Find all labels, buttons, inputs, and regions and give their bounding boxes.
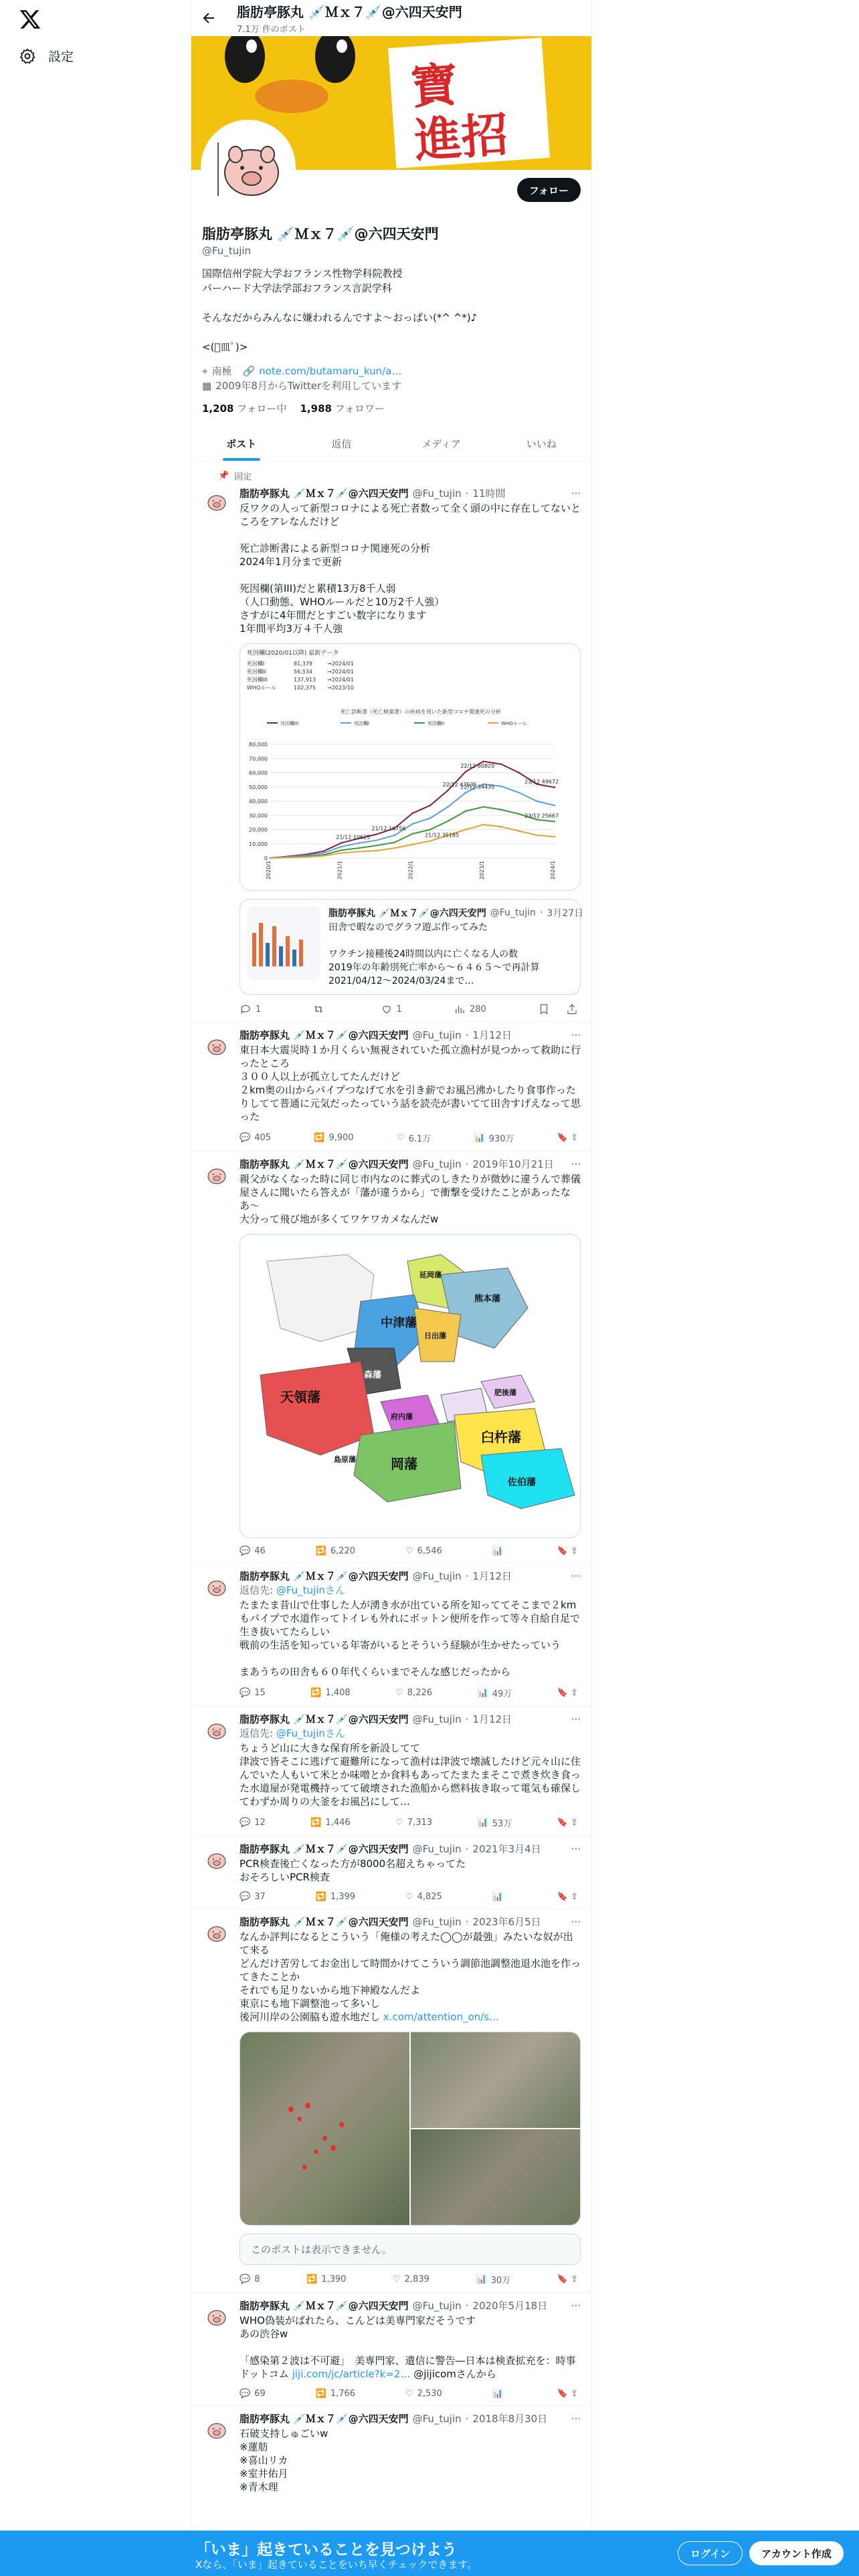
y-tick-label: 0 [264,855,268,861]
tweet-avatar[interactable] [202,1846,229,1872]
data-label: 21/12 35185 [425,832,460,839]
followers-link[interactable]: 1,988 フォロワー [300,403,385,415]
data-point [359,842,360,843]
repost-button[interactable]: 🔁 1,390 [306,2274,347,2284]
data-point [376,845,377,846]
data-point [411,844,413,845]
x-logo-icon[interactable] [19,8,41,31]
tweet-header: 脂肪亭豚丸 💉Ｍｘ７💉@六四天安門 @Fu_tujin · 1月12日 ··· [240,1029,581,1041]
data-point [518,772,520,773]
map-label: 臼杵藩 [481,1429,521,1445]
heart-icon [381,1003,393,1015]
profile-link[interactable]: note.com/butamaru_kun/a… [259,365,402,377]
views-button[interactable]: 📊 [492,1546,503,1556]
chart-table-cell: →2024/01 [327,677,354,683]
data-point [465,811,466,812]
views-button[interactable]: 📊 49万 [477,1688,512,1699]
views-button[interactable]: 280 [454,1003,486,1015]
profile-tabs [191,426,591,461]
profile-handle: @Fu_tujin [202,245,252,257]
quoted-author-name: 脂肪亭豚丸 💉Ｍｘ７💉@六四天安門 [328,908,486,919]
data-point [536,835,537,836]
x-tick-label: 2021/1 [337,860,343,880]
tweet-text: WHO偽装がばれたら、こんどは美専門家だそうです あの渋谷w 「感染第２波は不可避」 美専門家、遺信に警告―日本は検査拡充を：時事ドットコム jiji.com/jc/article?k=2… @jijicomさんから [240,2315,576,2380]
data-point [465,829,466,830]
data-point [554,786,555,788]
tweet-header: 脂肪亭豚丸 💉Ｍｘ７💉@六四天安門 @Fu_tujin · 2019年10月21日 ··· [240,1158,581,1170]
bookmark-share[interactable]: 🔖 ⇪ [557,1546,578,1556]
signup-subtitle: Xなら、「いま」起きていることをいち早くチェックできます。 [195,2559,478,2571]
tweet-actions [240,1546,581,1556]
profile-location: 南極 [211,365,232,377]
data-label: 22/12 47635 [442,781,477,788]
data-point [500,785,502,786]
chart-title: 死亡診断書（死亡検案書）の疾病を用いた新型コロナ関連死の分析 [341,709,501,715]
legend-label: WHOルール [501,721,527,726]
repost-button[interactable] [312,1003,328,1015]
reply-to-link[interactable]: @Fu_tujinさん [276,1727,345,1739]
data-point [518,830,520,831]
covid-deaths-chart [240,644,581,891]
tweet-header: 脂肪亭豚丸 💉Ｍｘ７💉@六四天安門 @Fu_tujin · 2023年6月5日 ··· [240,1915,581,1928]
tweet-text: なんか評判になるとこういう「俺様の考えた◯◯が最強」みたいな奴が出て来る どんだけ苦労してお金出して時間かけてこういう調節池調整池退水池を作ってきたことか それでも足りないから地下神殿なんだよ 東京にも地下調整池って多いし 後河川岸の公園脇も遊水地だし x.com/attention_on/s… [240,1931,581,2023]
y-tick-label: 10,000 [249,841,268,847]
data-point [500,826,502,827]
tweet-author-name[interactable]: 脂肪亭豚丸 💉Ｍｘ７💉@六四天安門 [240,2300,409,2312]
map-label: 熊本藩 [474,1294,501,1304]
tweet[interactable] [191,2293,591,2406]
reply-icon [240,1003,252,1015]
bookmark-share[interactable]: 🔖 ⇪ [557,1818,578,1828]
tweet[interactable] [191,1909,591,2293]
tweet-author-handle[interactable]: @Fu_tujin [412,1915,462,1928]
tweet-time[interactable]: 2021年3月4日 [472,1843,541,1855]
tweet[interactable] [191,482,591,1023]
chart-table-cell: 死因欄III [247,677,268,683]
chart-table-cell: →2023/10 [327,685,354,691]
data-point [394,835,395,836]
y-tick-label: 80,000 [249,742,268,748]
tweet-author-name[interactable]: 脂肪亭豚丸 💉Ｍｘ７💉@六四天安門 [240,1843,409,1855]
domain-map-image[interactable] [240,1234,581,1538]
views-button[interactable]: 📊 930万 [474,1133,514,1144]
tweet-text: ちょうど山に大きな保育所を新設してて 津波で皆そこに逃げて避難所になって漁村は津波で壊滅したけど元々山に住んでいた人もいて米とか味噌とか食料もあってたまたまそこで煮き炊き食った水道屋が発電機持ってて破壊された漁船から燃料抜き取って電気も確保してわずか周りの大釜をお風呂にして… [240,1742,581,1808]
like-button[interactable]: ♡ 4,825 [405,1892,442,1902]
more-icon[interactable]: ··· [571,1842,581,1855]
data-label: 22/12 34435 [460,784,495,790]
data-point [430,840,431,841]
pin-icon: 📌 [218,471,229,481]
tweet-avatar[interactable] [202,1161,229,1188]
chart-table-cell: 81,379 [294,661,312,667]
data-point [270,857,271,859]
satellite-photo[interactable] [411,2129,580,2225]
map-label: 佐伯藩 [508,1477,536,1488]
tweet-actions [240,2273,581,2286]
data-point [376,850,377,851]
legend-label: 死因欄II [427,721,445,726]
tweet-time[interactable]: 11時間 [472,488,506,500]
reply-button[interactable]: 💬 8 [240,2274,260,2284]
left-nav [0,0,191,2576]
chart-table-cell: 102,375 [294,685,316,691]
x-tick-label: 2023/1 [478,860,485,880]
tweet-time[interactable]: 2019年10月21日 [472,1158,554,1170]
oita-domains-map [240,1235,581,1538]
map-label: 延岡藩 [419,1271,442,1279]
tweet-link[interactable]: x.com/attention_on/s… [383,2011,500,2023]
views-button[interactable]: 📊 [492,2389,503,2399]
tweet-link[interactable]: jiji.com/jc/article?k=2… [292,2368,411,2380]
quoted-text: 田舎で暇なのでグラフ遊ぶ作ってみた ワクチン接種後24時間以内に亡くなる人の数 2019年の年齢別死亡率から～６４６５～で再計算 2021/04/12～2024/03/24まで… [328,922,540,986]
data-point [341,842,342,843]
y-tick-label: 50,000 [249,784,268,790]
data-label: 23/12 49672 [524,778,559,785]
tweet-actions [240,1892,581,1902]
tweet-actions [240,1132,581,1144]
data-point [500,809,502,811]
tweet-author-name[interactable]: 脂肪亭豚丸 💉Ｍｘ７💉@六四天安門 [240,488,409,500]
tweet-actions [240,2389,581,2399]
map-label: 岡藩 [391,1456,417,1472]
y-tick-label: 30,000 [249,813,268,819]
tweet-author-name[interactable]: 脂肪亭豚丸 💉Ｍｘ７💉@六四天安門 [240,1713,409,1725]
tweet-author-handle[interactable]: @Fu_tujin [412,1842,462,1855]
photo-grid[interactable] [240,2032,581,2226]
more-icon[interactable]: ··· [571,1713,581,1725]
tweet-author-handle[interactable]: @Fu_tujin [412,2412,462,2425]
data-point [483,806,484,807]
tweet-avatar[interactable] [202,1573,229,1600]
bookmark-share[interactable]: 🔖 ⇪ [557,2274,578,2284]
tweet[interactable] [191,1707,591,1836]
bookmark-share[interactable]: 🔖 ⇪ [557,1688,578,1698]
data-point [394,847,395,849]
tweet-author-handle[interactable]: @Fu_tujin [412,1570,462,1582]
data-point [411,833,413,835]
quoted-tweet-image [247,906,320,980]
repost-button[interactable]: 🔁 6,220 [315,1546,356,1556]
share-icon [566,1003,578,1015]
tweet-header: 脂肪亭豚丸 💉Ｍｘ７💉@六四天安門 @Fu_tujin · 1月12日 ··· [240,1570,581,1582]
profile-avatar[interactable] [201,120,296,215]
tweet-author-name[interactable]: 脂肪亭豚丸 💉Ｍｘ７💉@六四天安門 [240,1916,409,1928]
data-point [536,800,537,802]
data-point [465,771,466,772]
map-label: 島原藩 [334,1455,356,1464]
like-button[interactable]: ♡ 6.1万 [396,1133,432,1144]
data-point [359,847,360,849]
data-point [554,804,555,806]
bookmark-share[interactable] [538,1003,578,1015]
data-point [411,813,413,814]
pinned-label: 固定 [234,472,252,482]
data-point [411,823,413,825]
reply-button[interactable]: 1 [240,1003,261,1015]
profile-joined: 2009年8月からTwitterを利用しています [215,380,402,392]
repost-icon [312,1003,324,1015]
tweet-time[interactable]: 2023年6月5日 [472,1916,541,1928]
tweet-time[interactable]: 2020年5月18日 [472,2300,548,2312]
tweet-author-handle[interactable]: @Fu_tujin [412,1713,462,1725]
data-point [554,836,555,837]
data-point [483,824,484,825]
x-tick-label: 2024/1 [550,860,556,880]
reply-button[interactable]: 💬 46 [240,1546,266,1556]
signup-banner [0,2531,859,2576]
views-icon [454,1003,466,1015]
tweet-actions [240,1687,581,1699]
reply-button[interactable]: 💬 12 [240,1818,266,1828]
data-point [430,804,431,806]
follow-counts [202,401,581,415]
tweet-time[interactable]: 1月12日 [472,1570,512,1582]
chart-table-cell: WHOルール [247,685,277,691]
tweet-text: 反ワクの人って新型コロナによる死亡者数って全く頭の中に存在してないところをアレなんだけど 死亡診断書による新型コロナ関連死の分析 2024年1月分まで更新 死因欄(第III)だと累積13万8千人弱 （人口動態、WHOルールだと10万2千人強） さすがに4年間だとすごい数字になります 1年間平均3万４千人強 [240,502,581,635]
map-label: 中津藩 [381,1316,417,1330]
tab-likes[interactable]: いいね [526,437,557,450]
like-button[interactable]: ♡ 2,530 [405,2389,442,2399]
chart-table-cell: →2024/01 [327,669,354,675]
more-icon[interactable]: ··· [571,2299,581,2312]
map-label: 森藩 [364,1370,382,1380]
reply-button[interactable]: 💬 69 [240,2389,266,2399]
views-button[interactable]: 📊 53万 [477,1818,512,1829]
header-post-count: 7.1万 件のポスト [237,25,306,35]
repost-button[interactable]: 🔁 1,766 [315,2389,356,2399]
data-point [341,852,342,853]
tweet-author-name[interactable]: 脂肪亭豚丸 💉Ｍｘ７💉@六四天安門 [240,1158,409,1170]
pinned-indicator [191,461,591,482]
data-point [322,855,324,857]
data-point [554,821,555,822]
data-point [447,806,448,807]
unavailable-post-notice: このポストは表示できません。 [240,2234,581,2265]
pig-avatar-image [203,122,293,212]
tweet-author-name[interactable]: 脂肪亭豚丸 💉Ｍｘ７💉@六四天安門 [240,1570,409,1582]
tweet-time[interactable]: 1月12日 [472,1713,512,1725]
tweet-header: 脂肪亭豚丸 💉Ｍｘ７💉@六四天安門 @Fu_tujin · 11時間 ··· [240,487,581,500]
profile-meta [202,364,581,393]
like-button[interactable]: 1 [381,1003,402,1015]
tweet[interactable] [191,1023,591,1152]
quoted-time: 3月27日 [547,908,584,919]
reply-button[interactable]: 💬 15 [240,1688,266,1698]
satellite-photo[interactable] [240,2032,409,2225]
svg-text:進招: 進招 [412,107,510,169]
data-point [359,851,360,852]
tweet-header: 脂肪亭豚丸 💉Ｍｘ７💉@六四天安門 @Fu_tujin · 2020年5月18日 ··· [240,2299,581,2312]
more-icon[interactable]: ··· [571,1915,581,1928]
bookmark-share[interactable]: 🔖 ⇪ [557,2389,578,2399]
data-point [305,856,306,857]
follow-button[interactable]: フォロー [517,178,581,202]
more-icon[interactable]: ··· [571,1029,581,1041]
data-point [322,851,324,852]
tweet[interactable] [191,1152,591,1564]
repost-button[interactable]: 🔁 1,399 [315,1892,356,1902]
main-column [191,0,592,2576]
data-point [447,821,448,822]
tab-posts[interactable]: ポスト [191,426,292,461]
tweet-avatar[interactable] [202,1716,229,1743]
data-point [500,764,502,765]
reply-to: 返信先: @Fu_tujinさん [240,1584,345,1596]
more-icon[interactable]: ··· [571,2412,581,2425]
chart-table-cell: 死因欄I [247,661,265,667]
tab-replies[interactable]: 返信 [331,437,352,450]
tweet-header: 脂肪亭豚丸 💉Ｍｘ７💉@六四天安門 @Fu_tujin · 2021年3月4日 ··· [240,1842,581,1855]
reply-to-link[interactable]: @Fu_tujinさん [276,1584,345,1596]
profile-header-bar [191,0,591,36]
chart-table-cell: 死因欄II [247,669,266,675]
profile-name: 脂肪亭豚丸 💉Ｍｘ７💉@六四天安門 [202,226,439,242]
bookmark-icon [538,1003,550,1015]
x-tick-label: 2022/1 [407,860,414,880]
like-button[interactable]: ♡ 8,226 [395,1688,433,1698]
chart-table-cell: 56,534 [294,669,312,675]
create-account-button[interactable]: アカウント作成 [749,2541,844,2565]
calendar-icon: ▦ [202,380,212,392]
data-point [287,857,288,858]
quoted-tweet[interactable]: 脂肪亭豚丸 💉Ｍｘ７💉@六四天安門 @Fu_tujin · 3月27日 田舎で暇なのでグラフ遊ぶ作ってみた ワクチン接種後24時間以内に亡くなる人の数 2019年の年齢別死亡率から～６４６５～で再計算 2021/04/12～2024/03/24まで… [240,899,581,995]
chart-image[interactable] [240,643,581,891]
following-link[interactable]: 1,208 フォロー中 [202,403,287,415]
data-point [376,839,377,841]
tweet-avatar[interactable] [202,2416,229,2442]
reply-button[interactable]: 💬 405 [240,1133,272,1143]
more-icon[interactable]: ··· [571,1158,581,1170]
tweet-author-handle[interactable]: @Fu_tujin [412,1029,462,1041]
data-point [341,849,342,851]
profile-info [191,170,591,415]
data-point [465,792,466,793]
tweet[interactable] [191,2406,591,2500]
chart-table-header: 死因欄(2020/01以降) 最新データ [247,650,339,657]
tweet-avatar[interactable] [202,1919,229,1945]
more-icon[interactable]: ··· [571,1570,581,1582]
tweet[interactable] [191,1564,591,1707]
signup-title: 「いま」起きていることを見つけよう [195,2541,457,2559]
data-point [518,813,520,815]
data-point [341,846,342,847]
tweet-actions [240,1003,581,1015]
data-point [322,852,324,853]
data-point [518,792,520,793]
tweet-text: たまたま昔山で仕事した人が湧き水が出ている所を知っててそこまで２kmもパイプで水道作ってトイレも外れにボットン便所を作って等々自給自足で生き抜いてたらしい 戦前の生活を知っている年寄がいるとそういう経験が生かせたっていう まあうちの田舎も６０年代くらいまでそんな感じだったから [240,1599,580,1678]
reply-to: 返信先: @Fu_tujinさん [240,1727,345,1739]
header-title: 脂肪亭豚丸 💉Ｍｘ７💉@六四天安門 [237,4,462,20]
satellite-photo[interactable] [411,2032,580,2128]
tweet-author-name[interactable]: 脂肪亭豚丸 💉Ｍｘ７💉@六四天安門 [240,1029,409,1041]
repost-button[interactable]: 🔁 9,900 [314,1133,354,1143]
legend-label: 死因欄III [280,721,299,726]
x-tick-label: 2020/1 [266,860,272,880]
data-label: 21/12 16756 [371,825,406,832]
data-label: 21/12 10625 [336,834,371,841]
map-label: 天領藩 [280,1389,320,1405]
reply-button[interactable]: 💬 37 [240,1892,266,1902]
data-point [483,760,484,762]
settings-link[interactable] [19,47,74,65]
data-label: 23/12 25667 [524,813,559,819]
tweet-actions [240,1816,581,1829]
tweet[interactable] [191,1836,591,1909]
tweet-avatar[interactable] [202,1032,229,1059]
like-button[interactable]: ♡ 2,839 [393,2274,430,2284]
tweet-author-handle[interactable]: @Fu_tujin [412,2299,462,2312]
tab-media[interactable]: メディア [421,437,462,450]
gear-icon [19,47,36,65]
y-tick-label: 20,000 [249,827,268,833]
y-tick-label: 70,000 [249,756,268,762]
tweet-header: 脂肪亭豚丸 💉Ｍｘ７💉@六四天安門 @Fu_tujin · 1月12日 ··· [240,1713,581,1725]
tweet-avatar[interactable] [202,488,229,514]
location-icon: ⌖ [202,365,208,377]
views-button[interactable]: 📊 30万 [476,2274,511,2286]
data-point [376,833,377,835]
chart-table-cell: →2024/01 [327,661,354,667]
login-button[interactable]: ログイン [678,2541,743,2565]
map-label: 肥後藩 [494,1388,516,1397]
link-icon: 🔗 [242,365,256,377]
tweet-time[interactable]: 2018年8月30日 [472,2413,548,2425]
like-button[interactable]: ♡ 6,546 [405,1546,442,1556]
data-point [536,819,537,820]
tweet-author-handle[interactable]: @Fu_tujin [412,1158,462,1170]
tweet-time[interactable]: 1月12日 [472,1029,512,1041]
tweet-text: PCR検査後亡くなった方が8000名超えちゃってた おそろしいPCR検査 [240,1858,466,1883]
svg-text:寶: 寶 [409,57,460,115]
data-point [394,841,395,843]
profile-bio: 国際信州学院大学おフランス性物学科院教授 パーハード大学法学部おフランス言訳学科 そんなだからみんなに嫌われるんですよ〜おっぱい(*^ ^*)♪ <(ﾟ皿ﾟ)> [202,267,478,353]
map-label: 日出藩 [424,1331,446,1340]
tweet-header: 脂肪亭豚丸 💉Ｍｘ７💉@六四天安門 @Fu_tujin · 2018年8月30日 ··· [240,2412,581,2425]
repost-button[interactable]: 🔁 1,446 [310,1818,351,1828]
back-arrow-icon[interactable] [201,10,217,26]
chart-table-cell: 137,913 [294,677,316,683]
tweet-text: 石破支持しゅごいw ※蓮舫 ※喜山リカ ※室井佑月 ※青木理 [240,2428,328,2493]
repost-button[interactable]: 🔁 1,408 [310,1688,351,1698]
legend-label: 死因欄I [354,721,370,726]
views-button[interactable]: 📊 [492,1892,503,1902]
bookmark-share[interactable]: 🔖 ⇪ [557,1892,578,1902]
tweet-text: 東日本大震災時１か月くらい無視されていた孤立漁村が見つかって救助に行ったところ ３００人以上が孤立してたんだけど ２km奥の山からパイプつなげて水を引き薪でお風呂沸かしたり食事作ったりしてて普通に元気だったっていう話を読売が書いてて田舎すげえなって思った [240,1044,581,1123]
y-tick-label: 40,000 [249,798,268,804]
map-label: 府内藩 [391,1412,413,1421]
tweet-author-handle[interactable]: @Fu_tujin [412,487,462,500]
quoted-author-handle: @Fu_tujin [490,907,536,918]
bookmark-share[interactable]: 🔖 ⇪ [557,1133,578,1143]
data-point [447,790,448,791]
data-label: 22/12 60820 [460,762,495,769]
tweet-text: 親父がなくなった時に同じ市内なのに葬式のしきたりが微妙に違うんで葬儀屋さんに聞いたら答えが「藩が違うから」で衝撃を受けたことがあったなあ〜 大分って飛び地が多くてワケワカメなんだw [240,1173,581,1225]
tweet-avatar[interactable] [202,2302,229,2329]
tweet-author-name[interactable]: 脂肪亭豚丸 💉Ｍｘ７💉@六四天安門 [240,2413,409,2425]
y-tick-label: 60,000 [249,770,268,776]
settings-label: 設定 [48,49,74,64]
more-icon[interactable]: ··· [571,487,581,500]
like-button[interactable]: ♡ 7,313 [395,1818,433,1828]
data-point [430,817,431,819]
data-point [430,829,431,830]
